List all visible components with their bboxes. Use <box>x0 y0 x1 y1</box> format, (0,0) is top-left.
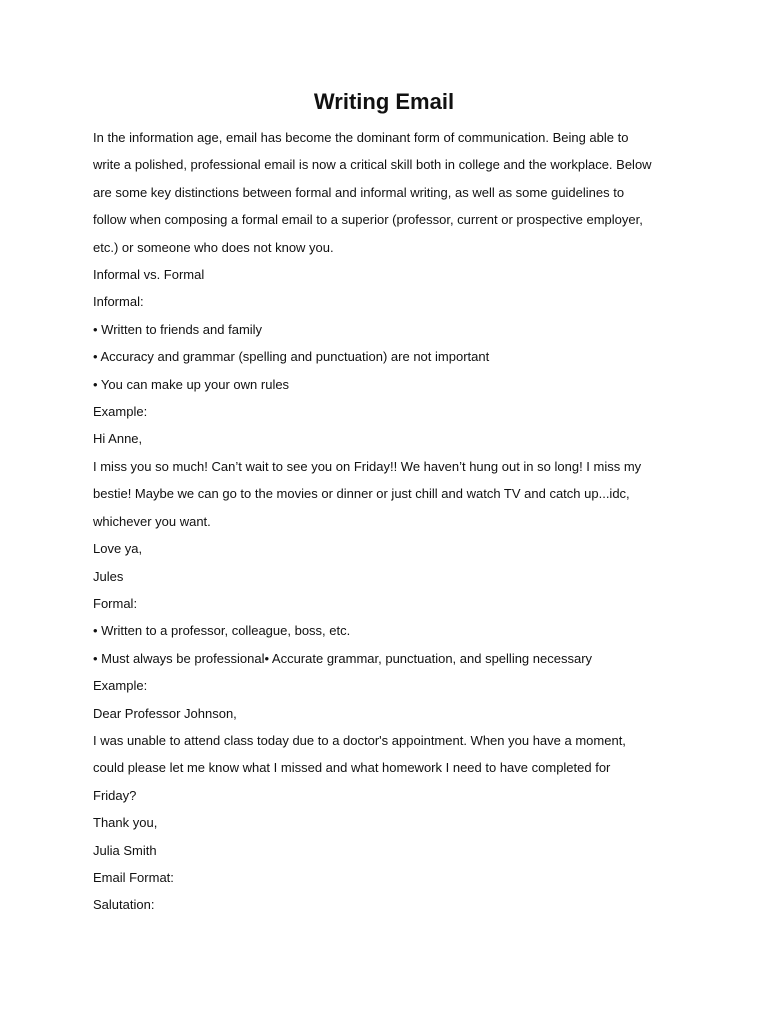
formal-bullet: • Written to a professor, colleague, boss, etc. <box>93 623 351 639</box>
salutation-heading: Salutation: <box>93 897 155 913</box>
intro-paragraph: In the information age, email has become the dominant form of communication. Being able to write a polished, professional email is now a critical skill both in college and the workplace. Below are some key distinctions between formal and informal writing, as well as some guidelines to follow when composing a formal email to a superior (professor, current or prospective employer, etc.) or someone who does not know you. <box>93 130 652 255</box>
formal-greeting: Dear Professor Johnson, <box>93 705 237 721</box>
informal-signature: Jules <box>93 568 124 584</box>
formal-heading: Formal: <box>93 595 138 611</box>
informal-closing: Love ya, <box>93 541 143 557</box>
document-title: Writing Email <box>313 89 455 114</box>
informal-example-label: Example: <box>93 404 148 420</box>
document-body <box>93 124 653 919</box>
informal-bullet: • You can make up your own rules <box>93 376 290 392</box>
formal-message: I was unable to attend class today due to a doctor's appointment. When you have a moment, could please let me know what I missed and what homework I need to have completed for Friday? <box>93 732 626 803</box>
formal-example-label: Example: <box>93 678 148 694</box>
informal-heading: Informal: <box>93 294 144 310</box>
formal-closing: Thank you, <box>93 815 158 831</box>
formal-signature: Julia Smith <box>93 842 157 858</box>
email-format-heading: Email Format: <box>93 869 174 885</box>
formal-bullet: • Must always be professional• Accurate grammar, punctuation, and spelling necessary <box>93 650 593 666</box>
informal-bullet: • Written to friends and family <box>93 321 263 337</box>
informal-message: I miss you so much! Can’t wait to see you on Friday!! We haven’t hung out in so long! I miss my bestie! Maybe we can go to the movies or dinner or just chill and watch TV and catch up...idc, whichever you want. <box>93 458 642 529</box>
informal-greeting: Hi Anne, <box>93 431 143 447</box>
informal-vs-formal-heading: Informal vs. Formal <box>93 267 205 283</box>
informal-bullet: • Accuracy and grammar (spelling and punctuation) are not important <box>93 349 490 365</box>
